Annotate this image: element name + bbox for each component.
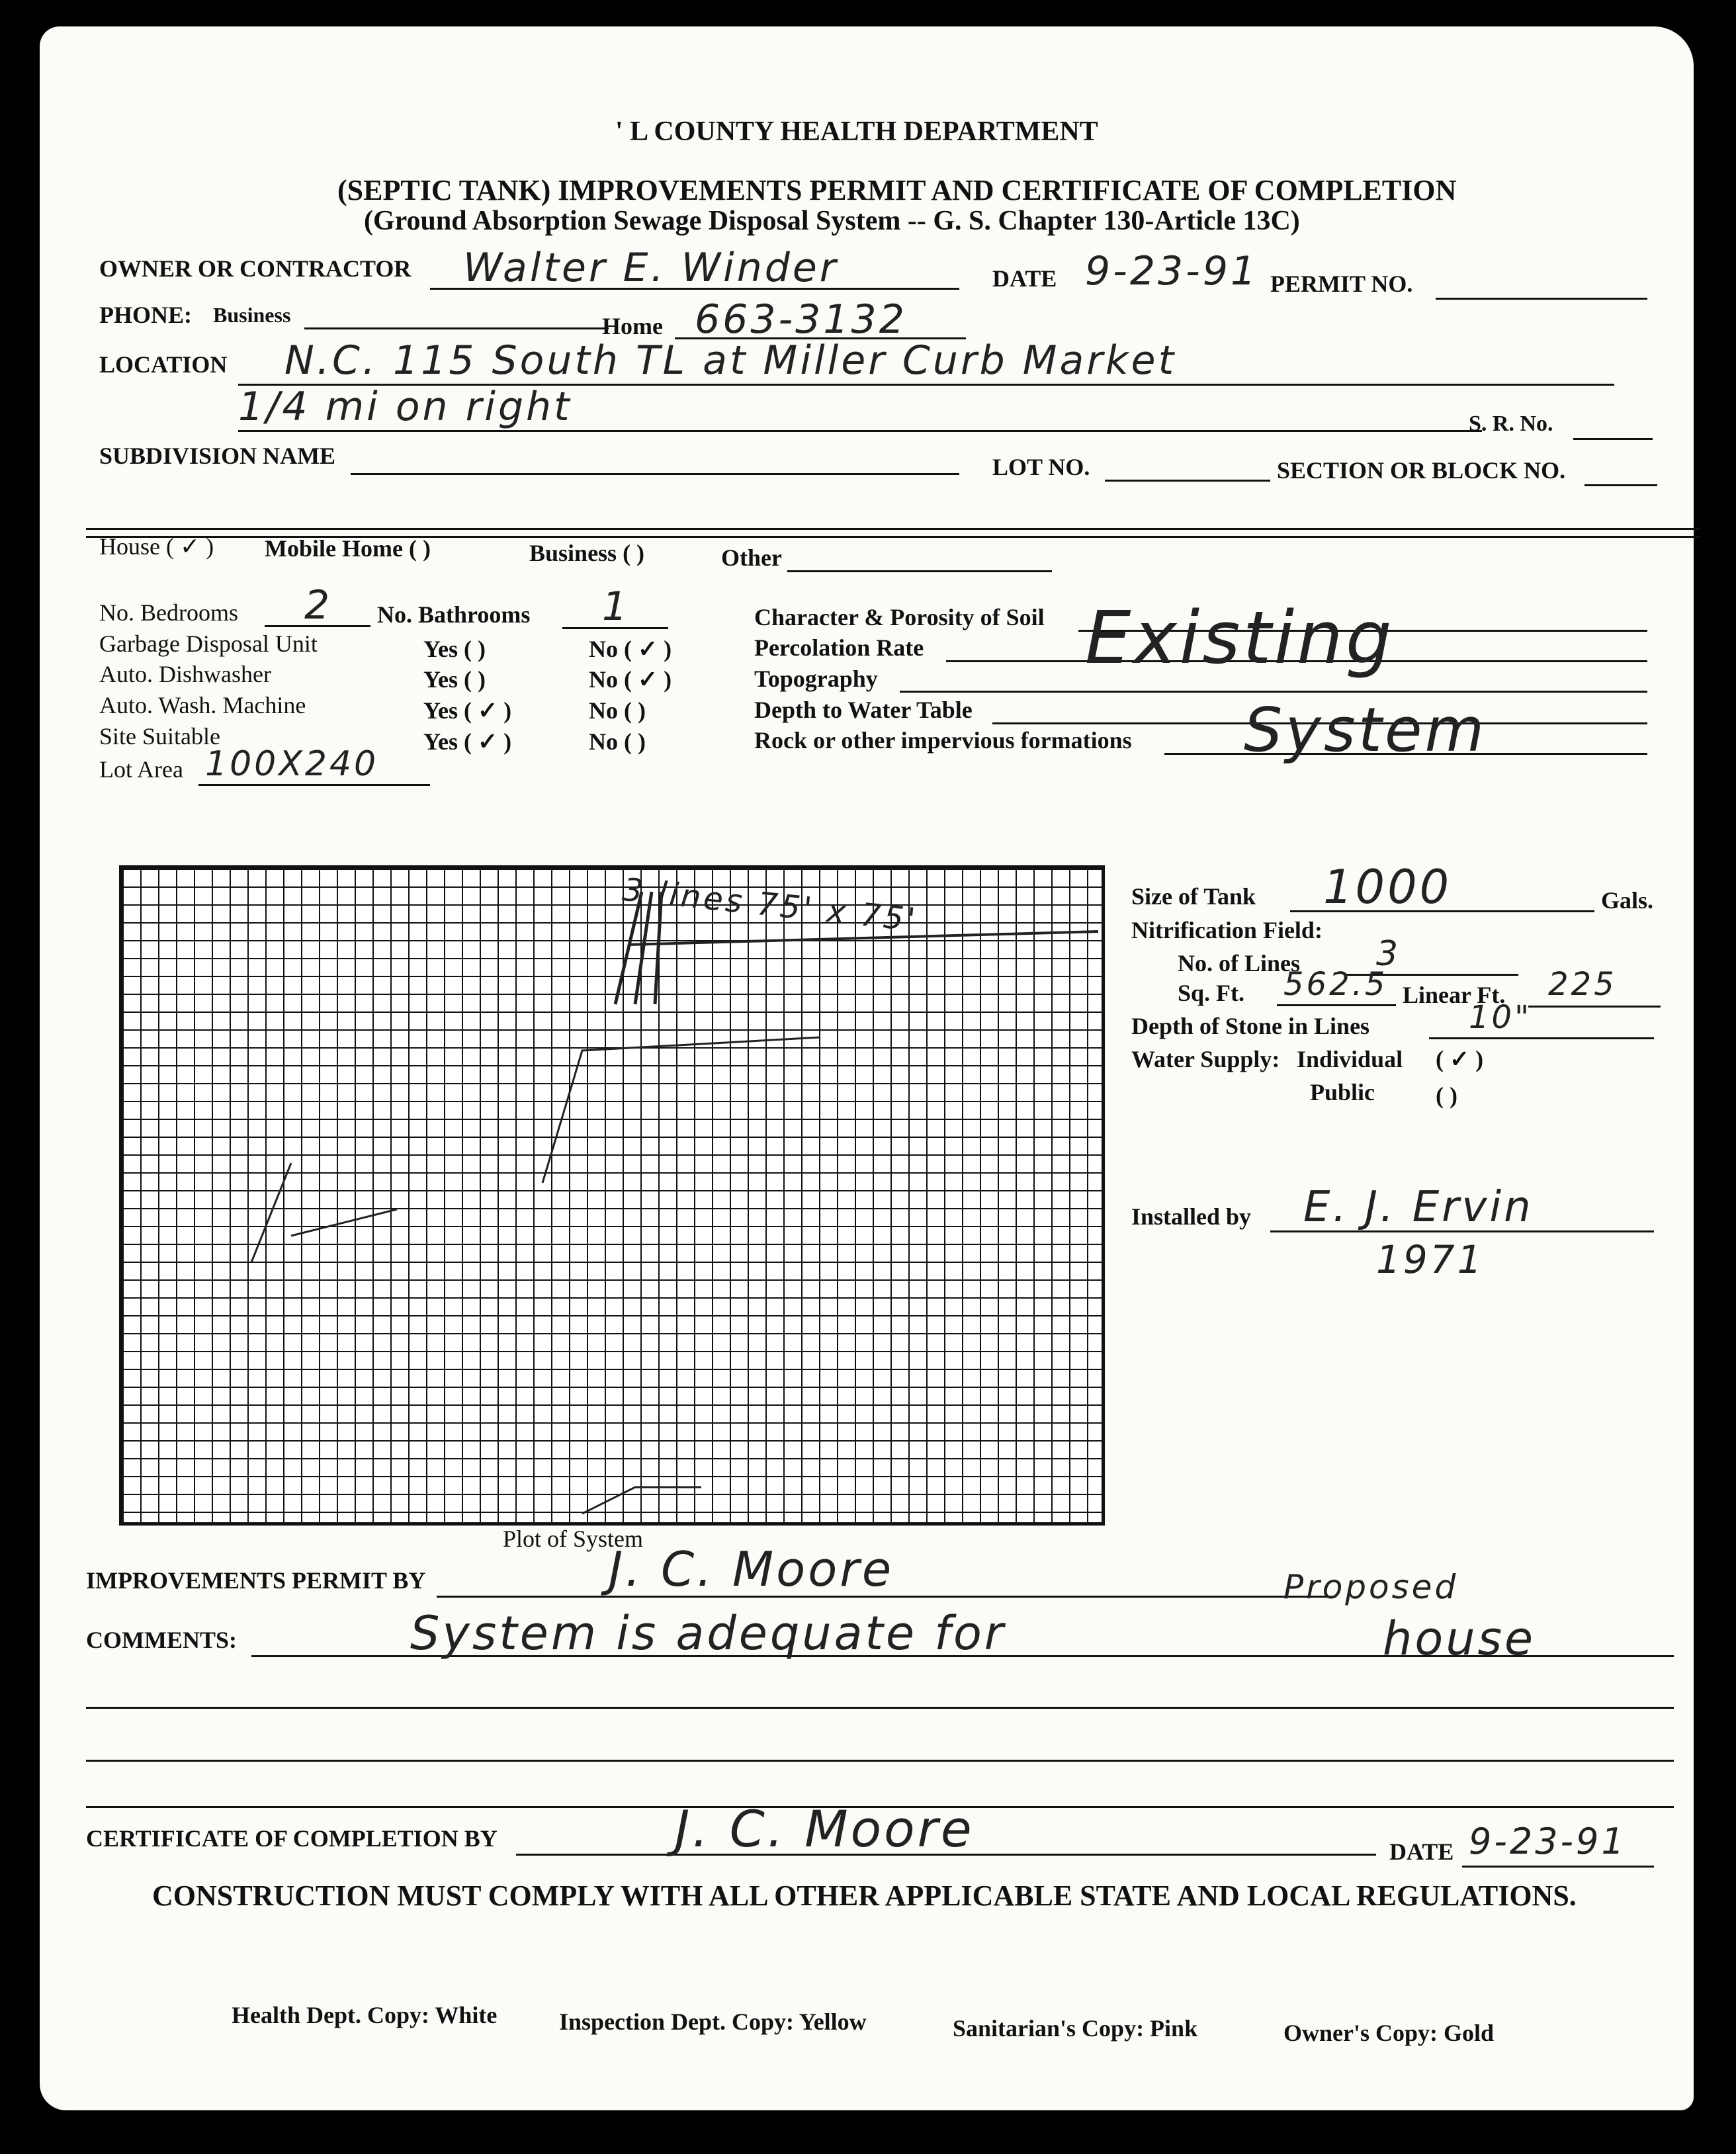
lot-no-label: LOT NO. [992,454,1090,480]
water-public-mark: ( ) [1436,1082,1457,1109]
comments-end: house [1383,1612,1536,1666]
other-line [787,570,1052,572]
check-dishwasher-yes: Yes ( ) [423,666,486,693]
plot-caption: Plot of System [503,1526,644,1552]
copy-owner: Owner's Copy: Gold [1283,2020,1495,2046]
form-page [40,26,1694,2110]
certificate-value: J. C. Moore [675,1799,975,1858]
certificate-date-line [1462,1866,1654,1868]
soil-note-existing: Existing [1085,595,1395,680]
soil-topography-line [900,691,1647,693]
copy-inspection-dept: Inspection Dept. Copy: Yellow [559,2008,867,2035]
check-dishwasher-label: Auto. Dishwasher [99,661,271,687]
copy-sanitarian: Sanitarian's Copy: Pink [953,2015,1198,2042]
permit-by-label: IMPROVEMENTS PERMIT BY [86,1567,426,1594]
plot-sketch [119,865,1105,1526]
sqft-label: Sq. Ft. [1178,980,1245,1006]
owner-label: OWNER OR CONTRACTOR [99,255,412,282]
check-washer-no: No ( ) [589,697,646,724]
type-other: Other [721,544,782,571]
bathrooms-label: No. Bathrooms [377,601,531,628]
section-label: SECTION OR BLOCK NO. [1277,457,1566,484]
lot-area-line [198,784,430,786]
bedrooms-value: 2 [304,582,333,628]
business-label: Business [213,303,291,327]
check-site-label: Site Suitable [99,723,220,750]
certificate-date-label: DATE [1389,1838,1454,1865]
sr-no-label: S. R. No. [1469,411,1553,436]
check-dishwasher-no: No ( ✓ ) [589,666,672,693]
installed-value: E. J. Ervin [1303,1183,1534,1232]
installed-year: 1971 [1376,1237,1485,1282]
form-subtitle: (Ground Absorption Sewage Disposal System -- G. S. Chapter 130-Article 13C) [364,206,1300,236]
check-site-yes: Yes ( ✓ ) [423,728,512,755]
comments-line-3 [86,1760,1674,1762]
type-mobile-home: Mobile Home ( ) [265,535,431,562]
soil-percolation-label: Percolation Rate [754,634,924,661]
divider-1 [86,528,1700,530]
tank-size-label: Size of Tank [1131,883,1256,910]
permit-label: PERMIT NO. [1270,271,1413,297]
comments-value: System is adequate for [410,1606,1006,1660]
water-individual-label: Individual [1297,1046,1403,1072]
bathrooms-value: 1 [602,583,630,630]
soil-character-label: Character & Porosity of Soil [754,604,1045,630]
tank-gals: Gals. [1601,887,1654,914]
compliance-notice: CONSTRUCTION MUST COMPLY WITH ALL OTHER APPLICABLE STATE AND LOCAL REGULATIONS. [152,1879,1577,1912]
permit-by-value: J. C. Moore [609,1541,894,1597]
sr-no-line [1573,438,1653,440]
linear-value: 225 [1548,966,1617,1003]
lines-label: No. of Lines [1178,950,1301,976]
certificate-label: CERTIFICATE OF COMPLETION BY [86,1825,498,1852]
owner-value: Walter E. Winder [463,245,839,291]
lot-no-line [1105,480,1270,482]
linear-label: Linear Ft. [1403,982,1506,1008]
sqft-value: 562.5 [1283,966,1388,1003]
date-label: DATE [992,265,1057,292]
business-line [304,327,609,329]
lot-area-label: Lot Area [99,756,183,783]
check-washer-yes: Yes ( ✓ ) [423,697,512,724]
check-washer-label: Auto. Wash. Machine [99,692,306,718]
bedrooms-label: No. Bedrooms [99,599,238,626]
water-supply-label: Water Supply: [1131,1046,1280,1072]
installed-label: Installed by [1131,1203,1252,1230]
certificate-date-value: 9-23-91 [1469,1821,1627,1862]
location-label: LOCATION [99,351,228,378]
check-garbage-label: Garbage Disposal Unit [99,630,318,657]
home-value: 663-3132 [695,296,907,343]
lines-value: 3 [1376,934,1401,974]
linear-line [1528,1006,1661,1008]
stone-value: 10" [1469,999,1532,1036]
soil-rock-label: Rock or other impervious formations [754,727,1132,754]
location-value-1: N.C. 115 South TL at Miller Curb Market [284,337,1177,384]
soil-topography-label: Topography [754,666,878,692]
check-garbage-no: No ( ✓ ) [589,636,672,662]
soil-note-system: System [1244,695,1487,765]
date-value: 9-23-91 [1085,248,1259,294]
section-line [1584,484,1657,486]
type-house: House ( ✓ ) [99,533,214,560]
water-individual-mark: ( ✓ ) [1436,1046,1484,1072]
sqft-line [1277,1004,1396,1006]
check-garbage-yes: Yes ( ) [423,636,486,662]
department-title: ' L COUNTY HEALTH DEPARTMENT [615,116,1098,147]
form-title: (SEPTIC TANK) IMPROVEMENTS PERMIT AND CERTIFICATE OF COMPLETION [337,174,1457,206]
home-label: Home [602,313,663,339]
copy-health-dept: Health Dept. Copy: White [232,2002,498,2028]
soil-water-table-label: Depth to Water Table [754,697,973,723]
comments-label: COMMENTS: [86,1627,237,1653]
subdivision-line [351,473,959,475]
field-label: Nitrification Field: [1131,917,1323,943]
location-line2 [238,430,1482,432]
plot-sketch-note: 3 lines 75' x 75' [621,871,920,939]
type-business: Business ( ) [529,540,645,566]
stone-label: Depth of Stone in Lines [1131,1013,1370,1039]
comments-insert: Proposed [1283,1568,1459,1606]
check-site-no: No ( ) [589,728,646,755]
phone-label: PHONE: [99,302,192,328]
location-value-2: 1/4 mi on right [238,384,572,430]
stone-line [1429,1037,1654,1039]
tank-size-value: 1000 [1323,860,1452,914]
comments-line-2 [86,1707,1674,1709]
permit-line [1436,298,1647,300]
subdivision-label: SUBDIVISION NAME [99,443,336,469]
water-public-label: Public [1310,1079,1375,1105]
lot-area-value: 100X240 [205,744,379,784]
